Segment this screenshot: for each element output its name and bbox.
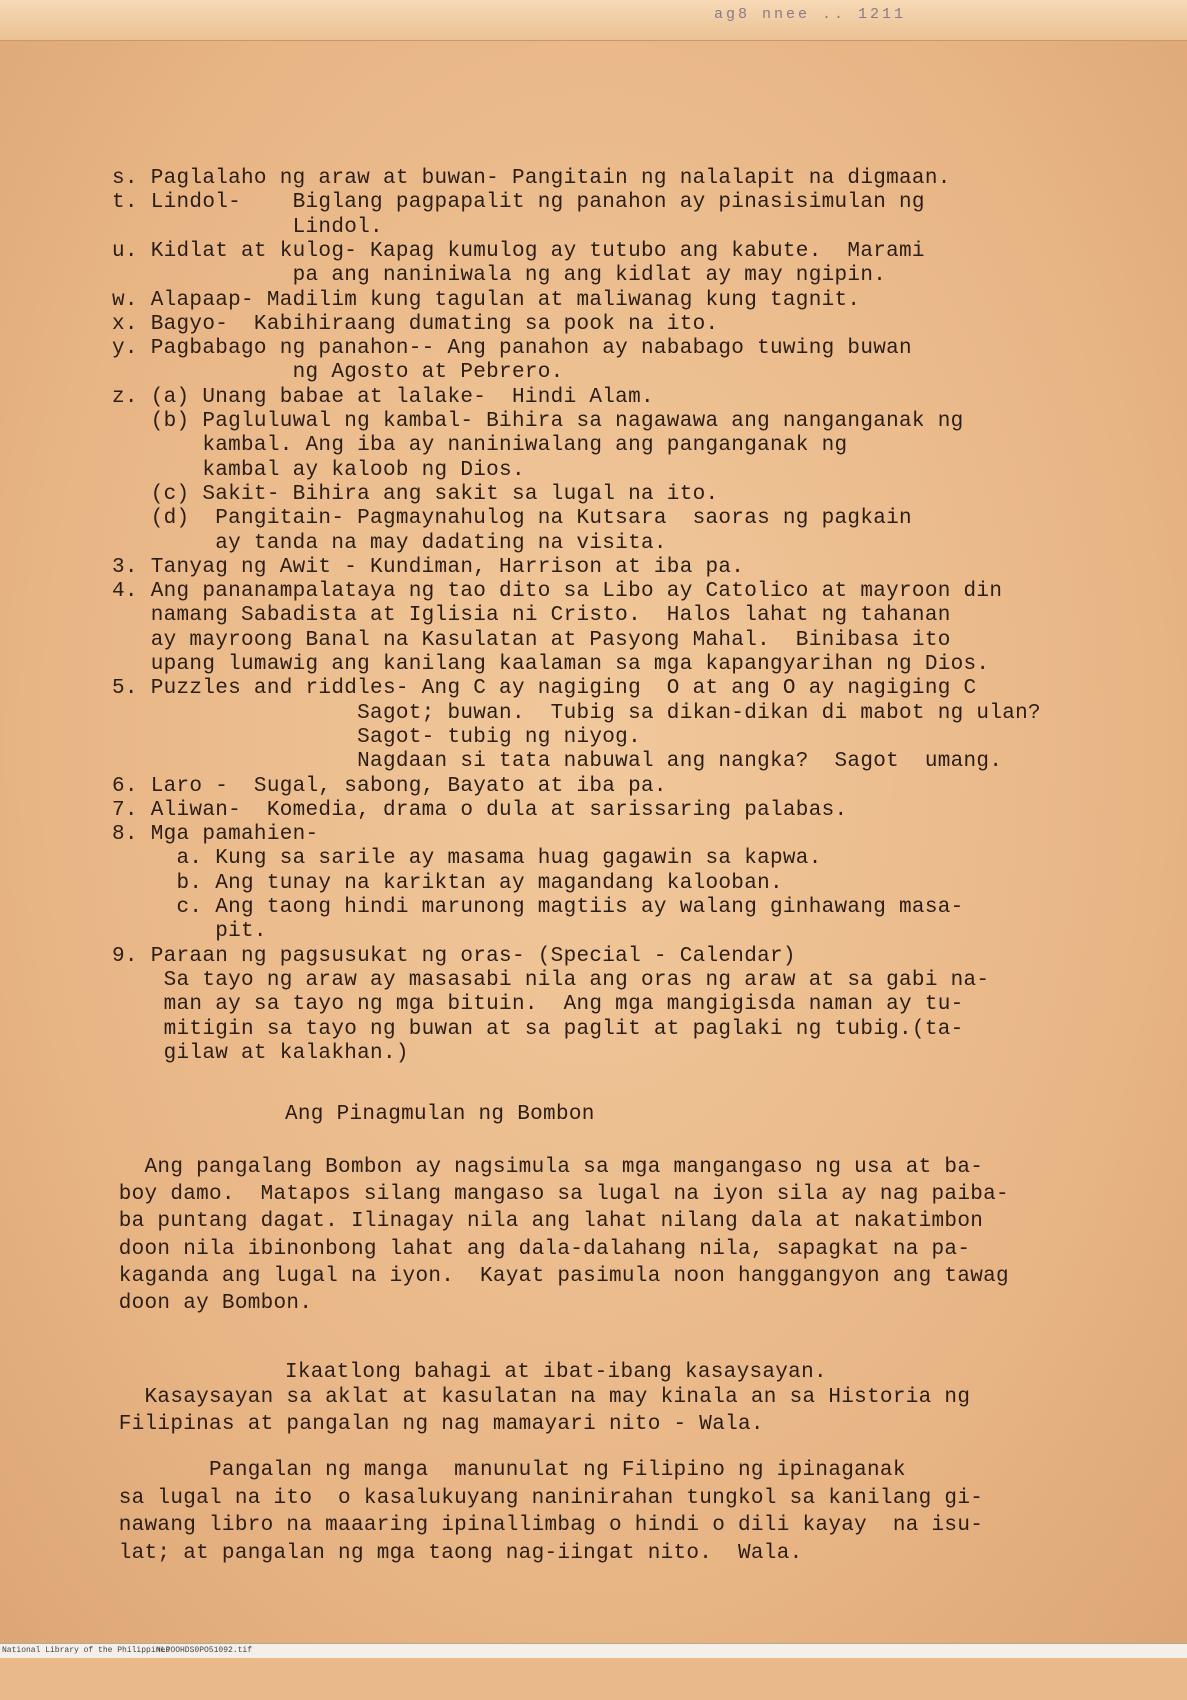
text-line: (d) Pangitain- Pagmaynahulog na Kutsara saoras ng pagkain: [112, 507, 912, 531]
text-line: Ang pangalang Bombon ay nagsimula sa mga mangangaso ng usa at ba-: [80, 1156, 984, 1179]
text-line: u. Kidlat at kulog- Kapag kumulog ay tutubo ang kabute. Marami: [112, 239, 925, 263]
text-line: 8. Mga pamahien-: [112, 823, 319, 847]
text-line: Lindol.: [112, 215, 383, 239]
text-line: Sagot; buwan. Tubig sa dikan-dikan di mabot ng ulan?: [112, 701, 1041, 725]
text-line: doon ay Bombon.: [80, 1292, 313, 1315]
text-line: pit.: [112, 920, 267, 944]
text-line: 6. Laro - Sugal, sabong, Bayato at iba pa.: [112, 774, 667, 798]
footer-source: National Library of the Philippines: [2, 1646, 171, 1655]
section-title-bombon: Ang Pinagmulan ng Bombon: [285, 1103, 595, 1126]
text-line: 9. Paraan ng pagsusukat ng oras- (Special - Calendar): [112, 944, 796, 968]
text-line: kaganda ang lugal na iyon. Kayat pasimula noon hanggangyon ang tawag: [80, 1264, 1009, 1288]
text-line: upang lumawig ang kanilang kaalaman sa mga kapangyarihan ng Dios.: [112, 653, 990, 676]
text-line: s. Paglalaho ng araw at buwan- Pangitain ng nalalapit na digmaan.: [112, 167, 951, 190]
text-line: a. Kung sa sarile ay masama huag gagawin sa kapwa.: [112, 847, 822, 871]
text-line: t. Lindol- Biglang pagpapalit ng panahon ay pinasisimulan ng: [112, 191, 925, 215]
text-line: ay mayroong Banal na Kasulatan at Pasyong Mahal. Binibasa ito: [112, 628, 951, 652]
text-line: sa lugal na ito o kasalukuyang naninirahan tungkol sa kanilang gi-: [80, 1486, 984, 1510]
text-line: nawang libro na maaaring ipinallimbag o hindi o dili kayay na isu-: [80, 1514, 984, 1537]
text-line: c. Ang taong hindi marunong magtiis ay walang ginhawang masa-: [112, 896, 964, 919]
text-line: gilaw at kalakhan.): [112, 1041, 409, 1065]
text-line: 5. Puzzles and riddles- Ang C ay nagiging O at ang O ay nagiging C: [112, 677, 977, 701]
text-line: Sa tayo ng araw ay masasabi nila ang oras ng araw at sa gabi na-: [112, 968, 990, 992]
text-line: kambal ay kaloob ng Dios.: [112, 458, 525, 482]
text-line: boy damo. Matapos silang mangaso sa lugal na iyon sila ay nag paiba-: [80, 1183, 1009, 1207]
text-line: mitigin sa tayo ng buwan at sa paglit at paglaki ng tubig.(ta-: [112, 1017, 964, 1041]
text-line: 3. Tanyag ng Awit - Kundiman, Harrison at iba pa.: [112, 555, 745, 579]
text-line: y. Pagbabago ng panahon-- Ang panahon ay nababago tuwing buwan: [112, 337, 912, 361]
text-line: z. (a) Unang babae at lalake- Hindi Alam.: [112, 385, 654, 409]
text-line: doon nila ibinonbong lahat ang dala-dalahang nila, sapagkat na pa-: [80, 1237, 971, 1261]
text-line: x. Bagyo- Kabihiraang dumating sa pook na ito.: [112, 312, 719, 336]
top-paper-strip: [0, 0, 1187, 41]
text-line: ay tanda na may dadating na visita.: [112, 531, 667, 555]
text-line: Pangalan ng manga manunulat ng Filipino ng ipinaganak: [80, 1459, 906, 1482]
text-line: pa ang naniniwala ng ang kidlat ay may ngipin.: [112, 264, 887, 288]
text-line: 4. Ang pananampalataya ng tao dito sa Libo ay Catolico at mayroon din: [112, 580, 1003, 604]
text-line: ba puntang dagat. Ilinagay nila ang lahat nilang dala at nakatimbon: [80, 1210, 984, 1234]
text-line: ng Agosto at Pebrero.: [112, 361, 564, 385]
footer-filename: NLPOOHDS0PO51092.tif: [156, 1646, 253, 1655]
text-line: 7. Aliwan- Komedia, drama o dula at sarissaring palabas.: [112, 798, 848, 822]
text-line: Sagot- tubig ng niyog.: [112, 725, 641, 749]
text-line: w. Alapaap- Madilim kung tagulan at maliwanag kung tagnit.: [112, 288, 861, 312]
text-line: (b) Pagluluwal ng kambal- Bihira sa nagawawa ang nanganganak ng: [112, 410, 964, 433]
text-line: kambal. Ang iba ay naniniwalang ang panganganak ng: [112, 434, 848, 458]
text-line: namang Sabadista at Iglisia ni Cristo. Halos lahat ng tahanan: [112, 604, 951, 628]
text-line: Kasaysayan sa aklat at kasulatan na may kinala an sa Historia ng: [80, 1386, 971, 1409]
text-line: man ay sa tayo ng mga bituin. Ang mga mangigisda naman ay tu-: [112, 993, 964, 1017]
text-line: lat; at pangalan ng mga taong nag-iingat nito. Wala.: [80, 1541, 803, 1565]
footer-bar: [0, 1643, 1187, 1658]
header-stamp: ag8 nnee .. 1211: [714, 6, 907, 23]
section-title-kasaysayan: Ikaatlong bahagi at ibat-ibang kasaysayan.: [285, 1361, 827, 1384]
text-line: b. Ang tunay na kariktan ay magandang kalooban.: [112, 871, 783, 895]
text-line: (c) Sakit- Bihira ang sakit sa lugal na ito.: [112, 482, 719, 506]
text-line: Filipinas at pangalan ng nag mamayari nito - Wala.: [80, 1413, 764, 1436]
text-line: Nagdaan si tata nabuwal ang nangka? Sagot umang.: [112, 750, 1003, 774]
